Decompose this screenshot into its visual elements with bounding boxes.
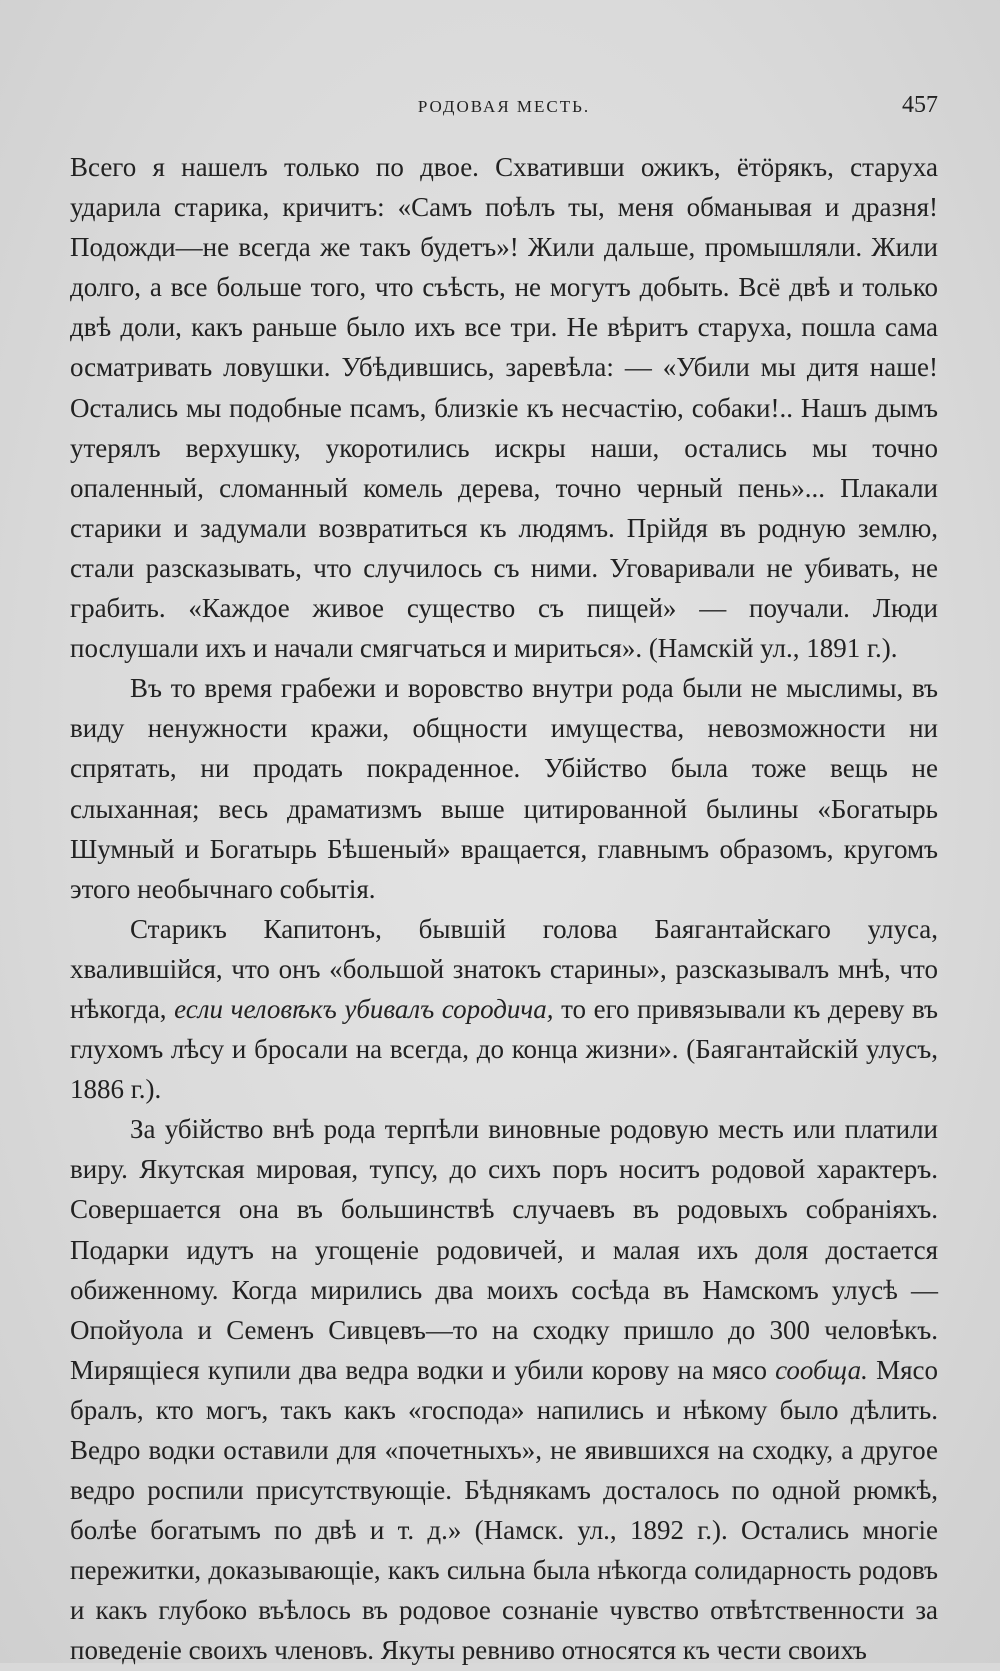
paragraph-4: [70, 1109, 938, 1670]
paragraph-3-text-after: то его привязывали къ дереву въ глухомъ лѣсу и бросали на всегда, до конца жизни». (Баягантайскій улусъ, 1886 г.).: [70, 993, 939, 1105]
body-text: [70, 147, 938, 1671]
paragraph-3-emphasis: если человѣкъ убивалъ сородича,: [174, 993, 554, 1024]
page-number: 457: [902, 92, 938, 118]
running-head: РОДОВАЯ МЕСТЬ.: [417, 97, 591, 116]
paragraph-2: Въ то время грабежи и воровство внутри рода были не мыслимы, въ виду ненужности кражи, общности имущества, невозможности ни спрятать, ни продать покраденное. Убійство была тоже вещь не слыханная; весь драматизмъ выше цитированной былины «Богатырь Шумный и Богатырь Бѣшеный» вращается, главнымъ образомъ, кругомъ этого необычнаго событія.: [70, 673, 938, 904]
paragraph-4-emphasis: сообща.: [775, 1354, 868, 1385]
paragraph-3-text-before: Старикъ Капитонъ, бывшій голова Баягантайскаго улуса, хвалившійся, что онъ «большой знатокъ старины», разсказывалъ мнѣ, что нѣкогда,: [70, 913, 938, 1024]
paragraph-3: [70, 909, 938, 1109]
paragraph-1: Всего я нашелъ только по двое. Схвативши ожикъ, ётöрякъ, старуха ударила старика, кричитъ: «Самъ поѣлъ ты, меня обманывая и дразня! Подожди—не всегда же такъ будетъ»! Жили дальше, промышляли. Жили долго, а все больше того, что съѣсть, не могутъ добыть. Всё двѣ и только двѣ доли, какъ раньше было ихъ все три. Не вѣритъ старуха, пошла сама осматривать ловушки. Убѣдившись, заревѣла: — «Убили мы дитя наше! Остались мы подобные псамъ, близкіе къ несчастію, собаки!.. Нашъ дымъ утерялъ верхушку, укоротились искры наши, остались мы точно опаленный, сломанный комель дерева, точно черный пень»... Плакали старики и задумали возвратиться къ людямъ. Прійдя въ родную землю, стали разсказывать, что случилось съ ними. Уговаривали не убивать, не грабить. «Каждое живое существо съ пищей» — поучали. Люди послушали ихъ и начали смягчаться и мириться». (Намскій ул., 1891 г.).: [70, 152, 938, 664]
paragraph-4-text-after: Мясо бралъ, кто могъ, такъ какъ «господа» напились и нѣкому было дѣлить. Ведро водки оставили для «почетныхъ», не явившихся на сходку, а другое ведро роспили присутствующіе. Бѣднякамъ досталось по одной рюмкѣ, болѣе богатымъ по двѣ и т. д.» (Намск. ул., 1892 г.). Остались многіе пережитки, доказывающіе, какъ сильна была нѣкогда солидарность родовъ и какъ глубоко въѣлось въ родовое сознаніе чувство отвѣтственности за поведеніе своихъ членовъ. Якуты ревниво относятся къ чести своихъ: [70, 1354, 938, 1666]
paragraph-4-text-before: За убійство внѣ рода терпѣли виновные родовую месть или платили виру. Якутская мировая, тупсу, до сихъ поръ носитъ родовой характеръ. Совершается она въ большинствѣ случаевъ въ родовыхъ собраніяхъ. Подарки идутъ на угощеніе родовичей, и малая ихъ доля достается обиженному. Когда мирились два моихъ сосѣда въ Намскомъ улусѣ — Опойуола и Семенъ Сивцевъ—то на сходку пришло до 300 человѣкъ. Мирящіеся купили два ведра водки и убили корову на мясо: [70, 1114, 938, 1385]
page-header: [70, 92, 938, 119]
